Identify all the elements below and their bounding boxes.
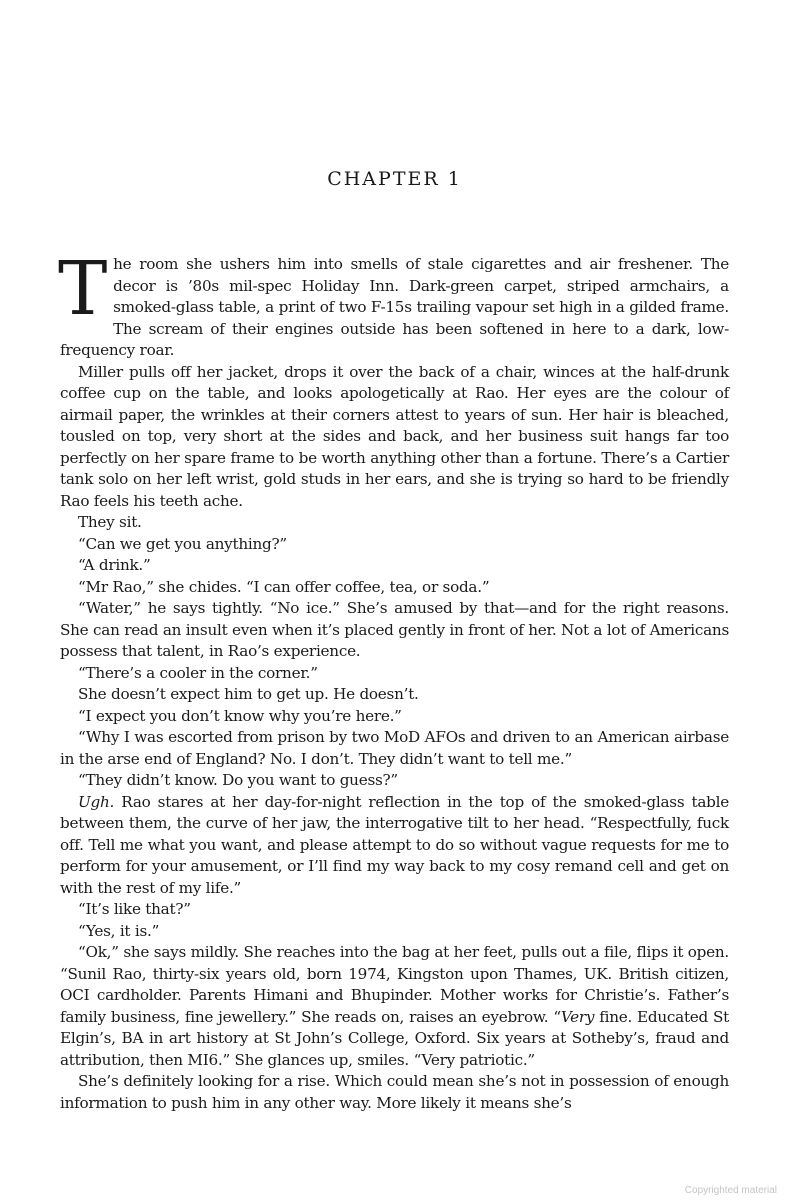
- copyright-notice: Copyrighted material: [684, 1185, 777, 1196]
- paragraph-12: “They didn’t know. Do you want to guess?”: [78, 771, 398, 789]
- paragraph-17: She’s definitely looking for a rise. Which could mean she’s not in possession of enough information to push him in any other way. More likely it means she’s: [60, 1072, 729, 1112]
- chapter-heading: CHAPTER 1: [327, 168, 462, 190]
- paragraph-16: [60, 942, 729, 1071]
- paragraph-9: She doesn’t expect him to get up. He doesn’t.: [78, 685, 419, 703]
- paragraph-6: “Mr Rao,” she chides. “I can offer coffee, tea, or soda.”: [78, 577, 490, 596]
- paragraph-15: “Yes, it is.”: [78, 921, 160, 940]
- paragraph-13: [60, 792, 729, 900]
- paragraph-16-italic: Very: [560, 1007, 595, 1026]
- paragraph-8: “There’s a cooler in the corner.”: [78, 663, 318, 682]
- paragraph-1: [58, 246, 729, 362]
- paragraph-1-text: he room she ushers him into smells of stale cigarettes and air freshener. The decor is ’80s mil-spec Holiday Inn. Dark-green carpet, striped armchairs, a smoked-glass table, a print of two F-15s trailing vapour set high in a gilded frame. The scream of their engines outside has been softened in here to a dark, low-frequency roar.: [60, 255, 729, 359]
- paragraph-13-text: Rao stares at her day-for-night reflection in the top of the smoked-glass table between them, the curve of her jaw, the interrogative tilt to her head. “Respectfully, fuck off. Tell me what you want, and please attempt to do so without vague requests for me to perform for your amusement, or I’ll find my way back to my cosy remand cell and get on with the rest of my life.”: [60, 792, 729, 897]
- paragraph-3: They sit.: [78, 513, 142, 531]
- paragraph-7: “Water,” he says tightly. “No ice.” She’s amused by that—and for the right reasons. She can read an insult even when it’s placed gently in front of her. Not a lot of Americans possess that talent, in Rao’s experience.: [60, 599, 729, 660]
- paragraph-16-part1: “Ok,” she says mildly. She reaches into the bag at her feet, pulls out a file, flips it open. “Sunil Rao, thirty-six years old, born 1974, Kingston upon Thames, UK. British citizen, OCI cardholder. Parents Himani and Bhupinder. Mother works for Christie’s. Father’s family business, fine jewellery.” She reads on, raises an eyebrow. “: [60, 943, 729, 1026]
- chapter-body: [58, 246, 729, 1114]
- drop-cap: T: [58, 246, 108, 332]
- paragraph-4: “Can we get you anything?”: [78, 534, 287, 553]
- paragraph-10: “I expect you don’t know why you’re here.”: [78, 706, 402, 725]
- paragraph-16-part2: fine. Educated St Elgin’s, BA in art history at St John’s College, Oxford. Six years at Sotheby’s, fraud and attribution, then MI6.” She glances up, smiles. “Very patriotic.”: [60, 1007, 729, 1069]
- paragraph-2: Miller pulls off her jacket, drops it over the back of a chair, winces at the half-drunk coffee cup on the table, and looks apologetically at Rao. Her eyes are the colour of airmail paper, the wrinkles at their corners attest to years of sun. Her hair is bleached, tousled on top, very short at the sides and back, and her business suit hangs far too perfectly on her spare frame to be worth anything other than a fortune. There’s a Cartier tank solo on her left wrist, gold studs in her ears, and she is trying so hard to be friendly Rao feels his teeth ache.: [60, 362, 729, 510]
- paragraph-14: “It’s like that?”: [78, 900, 191, 918]
- paragraph-5: “A drink.”: [78, 556, 151, 574]
- paragraph-11: “Why I was escorted from prison by two MoD AFOs and driven to an American airbase in the arse end of England? No. I don’t. They didn’t want to tell me.”: [60, 728, 729, 768]
- paragraph-13-italic: Ugh.: [78, 792, 115, 811]
